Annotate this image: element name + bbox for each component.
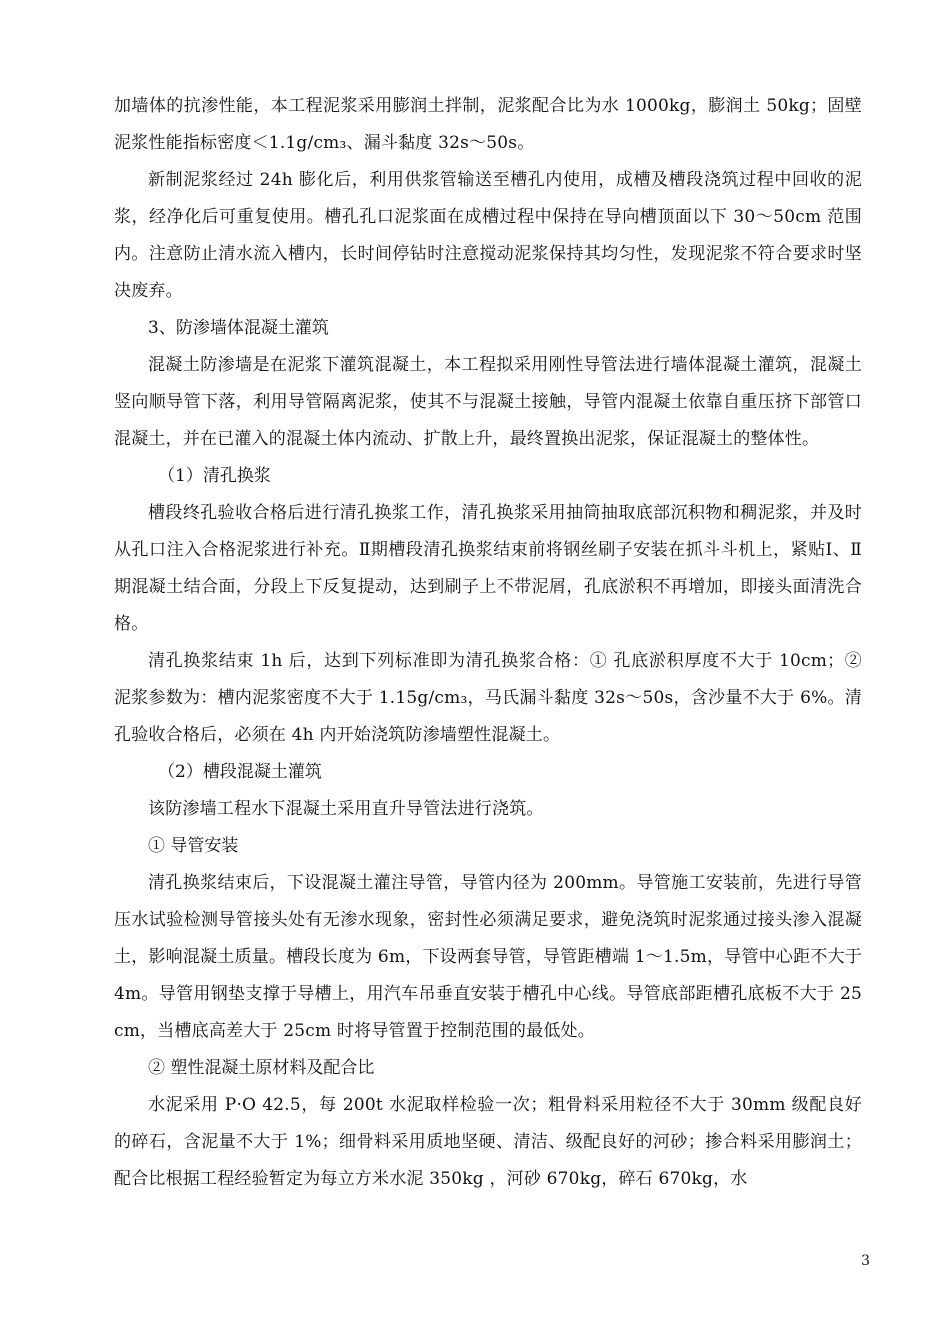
subheading-2: （2）槽段混凝土灌筑 xyxy=(158,762,322,782)
paragraph-cleaning-standard: 清孔换浆结束 1h 后，达到下列标准即为清孔换浆合格：① 孔底淤积厚度不大于 10cm；② 泥浆参数为：槽内泥浆密度不大于 1.15g/cm₃，马氏漏斗黏度 32s～50s，含沙量不大于 6%。清孔验收合格后，必须在 4h 内开始浇筑防渗墙塑性混凝土。 xyxy=(114,651,862,745)
body-text xyxy=(114,88,862,1198)
paragraph-mud-reuse: 新制泥浆经过 24h 膨化后，利用供浆管输送至槽孔内使用，成槽及槽段浇筑过程中回收的泥浆，经净化后可重复使用。槽孔孔口泥浆面在成槽过程中保持在导向槽顶面以下 30～50cm 范围内。注意防止清水流入槽内，长时间停钻时注意搅动泥浆保持其均匀性，发现泥浆不符合要求时坚决废弃。 xyxy=(114,170,862,301)
page-number: 3 xyxy=(861,1253,870,1269)
subheading-pipe-install: ① 导管安装 xyxy=(148,836,239,856)
paragraph-materials: 水泥采用 P·O 42.5，每 200t 水泥取样检验一次；粗骨料采用粒径不大于 30mm 级配良好的碎石，含泥量不大于 1%；细骨料采用质地坚硬、清洁、级配良好的河砂；掺合料采用膨润土；配合比根据工程经验暂定为每立方米水泥 350kg ，河砂 670kg，碎石 670kg，水 xyxy=(114,1095,862,1189)
paragraph-tremie-method: 该防渗墙工程水下混凝土采用直升导管法进行浇筑。 xyxy=(148,799,544,819)
subheading-materials: ② 塑性混凝土原材料及配合比 xyxy=(148,1058,375,1078)
paragraph-concrete-pouring: 混凝土防渗墙是在泥浆下灌筑混凝土，本工程拟采用刚性导管法进行墙体混凝土灌筑，混凝土竖向顺导管下落，利用导管隔离泥浆，使其不与混凝土接触，导管内混凝土依靠自重压挤下部管口混凝土，并在已灌入的混凝土体内流动、扩散上升，最终置换出泥浆，保证混凝土的整体性。 xyxy=(114,355,862,449)
paragraph-pipe-install: 清孔换浆结束后，下设混凝土灌注导管，导管内径为 200mm。导管施工安装前，先进行导管压水试验检测导管接头处有无渗水现象，密封性必须满足要求，避免浇筑时泥浆通过接头渗入混凝土，影响混凝土质量。槽段长度为 6m，下设两套导管，导管距槽端 1～1.5m，导管中心距不大于 4m。导管用钢垫支撑于导槽上，用汽车吊垂直安装于槽孔中心线。导管底部距槽孔底板不大于 25cm，当槽底高差大于 25cm 时将导管置于控制范围的最低处。 xyxy=(114,873,862,1041)
paragraph-hole-cleaning: 槽段终孔验收合格后进行清孔换浆工作，清孔换浆采用抽筒抽取底部沉积物和稠泥浆，并及时从孔口注入合格泥浆进行补充。Ⅱ期槽段清孔换浆结束前将钢丝刷子安装在抓斗斗机上，紧贴Ⅰ、Ⅱ期混凝土结合面，分段上下反复提动，达到刷子上不带泥屑，孔底淤积不再增加，即接头面清洗合格。 xyxy=(114,503,862,634)
section-heading-3: 3、防渗墙体混凝土灌筑 xyxy=(148,318,329,338)
subheading-1: （1）清孔换浆 xyxy=(158,466,271,486)
paragraph-mud-mix: 加墙体的抗渗性能，本工程泥浆采用膨润土拌制，泥浆配合比为水 1000kg，膨润土 50kg；固壁泥浆性能指标密度＜1.1g/cm₃、漏斗黏度 32s～50s。 xyxy=(114,96,862,153)
